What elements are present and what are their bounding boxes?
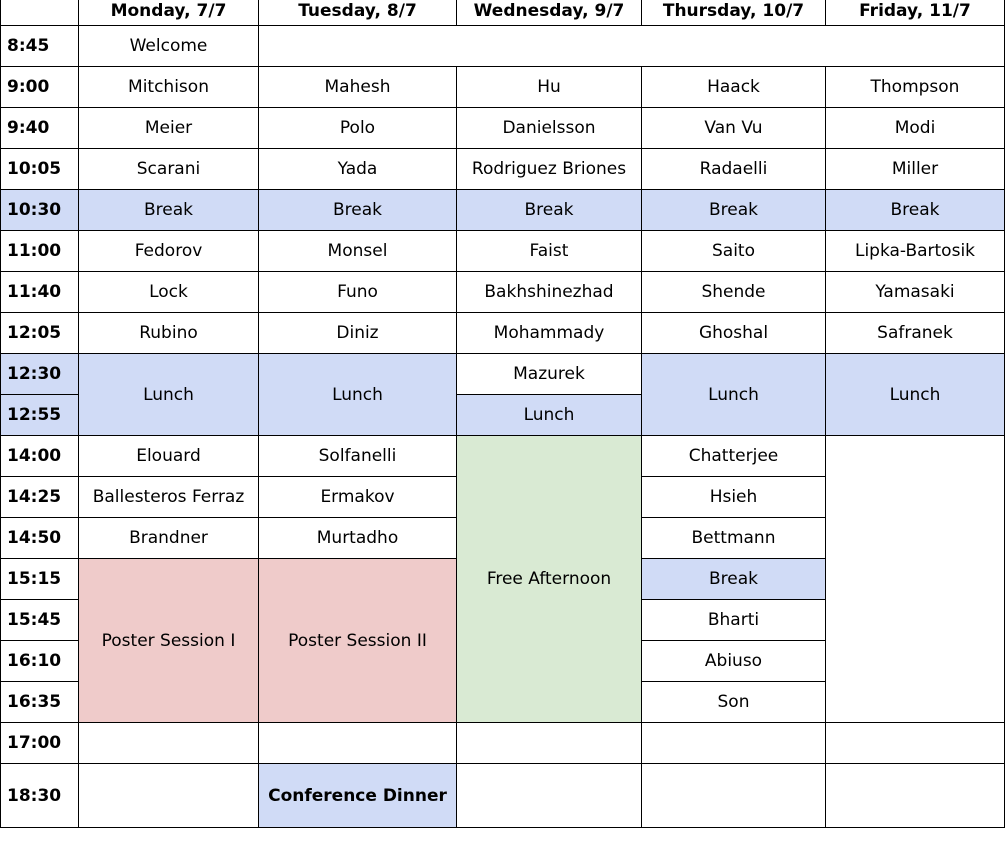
session-cell: Radaelli [642,149,826,190]
day-header-monday: Monday, 7/7 [79,0,259,26]
table-row [1,67,1005,108]
session-cell: Bharti [642,600,826,641]
session-cell: Mahesh [259,67,457,108]
poster-session-cell: Poster Session II [259,559,457,723]
table-row [1,231,1005,272]
session-cell: Mitchison [79,67,259,108]
table-row [1,26,1005,67]
table-row [1,313,1005,354]
table-row [1,436,1005,477]
session-cell: Ghoshal [642,313,826,354]
empty-cell [79,764,259,828]
day-header-wednesday: Wednesday, 9/7 [457,0,642,26]
time-cell: 11:40 [1,272,79,313]
conference-dinner-cell: Conference Dinner [259,764,457,828]
break-cell: Break [457,190,642,231]
session-cell: Welcome [79,26,259,67]
empty-cell [457,764,642,828]
table-row [1,190,1005,231]
time-cell: 14:00 [1,436,79,477]
session-cell: Polo [259,108,457,149]
time-cell: 9:40 [1,108,79,149]
session-cell: Bakhshinezhad [457,272,642,313]
day-header-thursday: Thursday, 10/7 [642,0,826,26]
empty-cell [826,723,1005,764]
time-cell: 10:05 [1,149,79,190]
session-cell: Miller [826,149,1005,190]
session-cell: Fedorov [79,231,259,272]
table-row [1,354,1005,395]
break-cell: Break [79,190,259,231]
time-cell: 15:45 [1,600,79,641]
lunch-cell: Lunch [826,354,1005,436]
lunch-cell: Lunch [457,395,642,436]
session-cell: Chatterjee [642,436,826,477]
time-cell: 12:55 [1,395,79,436]
time-cell: 17:00 [1,723,79,764]
session-cell: Elouard [79,436,259,477]
session-cell: Ermakov [259,477,457,518]
time-cell: 12:05 [1,313,79,354]
session-cell: Faist [457,231,642,272]
empty-cell [457,723,642,764]
free-afternoon-cell: Free Afternoon [457,436,642,723]
break-cell: Break [259,190,457,231]
session-cell: Monsel [259,231,457,272]
session-cell: Rodriguez Briones [457,149,642,190]
session-cell: Haack [642,67,826,108]
session-cell: Meier [79,108,259,149]
empty-cell [826,764,1005,828]
day-header-tuesday: Tuesday, 8/7 [259,0,457,26]
lunch-cell: Lunch [259,354,457,436]
break-cell: Break [642,559,826,600]
session-cell: Hsieh [642,477,826,518]
session-cell: Bettmann [642,518,826,559]
time-cell: 11:00 [1,231,79,272]
session-cell: Mazurek [457,354,642,395]
corner-cell [1,0,79,26]
table-row [1,108,1005,149]
session-cell: Van Vu [642,108,826,149]
time-cell: 14:50 [1,518,79,559]
session-cell: Safranek [826,313,1005,354]
time-cell: 14:25 [1,477,79,518]
session-cell: Abiuso [642,641,826,682]
empty-cell [259,723,457,764]
session-cell: Thompson [826,67,1005,108]
time-cell: 8:45 [1,26,79,67]
session-cell: Danielsson [457,108,642,149]
session-cell: Solfanelli [259,436,457,477]
poster-session-cell: Poster Session I [79,559,259,723]
session-cell: Hu [457,67,642,108]
table-row [1,723,1005,764]
lunch-cell: Lunch [642,354,826,436]
time-cell: 16:10 [1,641,79,682]
time-cell: 15:15 [1,559,79,600]
time-cell: 12:30 [1,354,79,395]
session-cell: Murtadho [259,518,457,559]
empty-cell [259,26,1005,67]
session-cell: Scarani [79,149,259,190]
session-cell: Modi [826,108,1005,149]
header-row [1,0,1005,26]
time-cell: 18:30 [1,764,79,828]
session-cell: Lipka-Bartosik [826,231,1005,272]
empty-cell [642,764,826,828]
table-row [1,272,1005,313]
session-cell: Shende [642,272,826,313]
session-cell: Yamasaki [826,272,1005,313]
day-header-friday: Friday, 11/7 [826,0,1005,26]
time-cell: 16:35 [1,682,79,723]
table-row [1,149,1005,190]
break-cell: Break [642,190,826,231]
empty-cell [79,723,259,764]
table-row [1,764,1005,828]
session-cell: Son [642,682,826,723]
lunch-cell: Lunch [79,354,259,436]
session-cell: Saito [642,231,826,272]
session-cell: Brandner [79,518,259,559]
session-cell: Lock [79,272,259,313]
session-cell: Mohammady [457,313,642,354]
empty-cell [826,436,1005,723]
session-cell: Rubino [79,313,259,354]
time-cell: 10:30 [1,190,79,231]
break-cell: Break [826,190,1005,231]
session-cell: Yada [259,149,457,190]
session-cell: Ballesteros Ferraz [79,477,259,518]
empty-cell [642,723,826,764]
session-cell: Funo [259,272,457,313]
time-cell: 9:00 [1,67,79,108]
session-cell: Diniz [259,313,457,354]
